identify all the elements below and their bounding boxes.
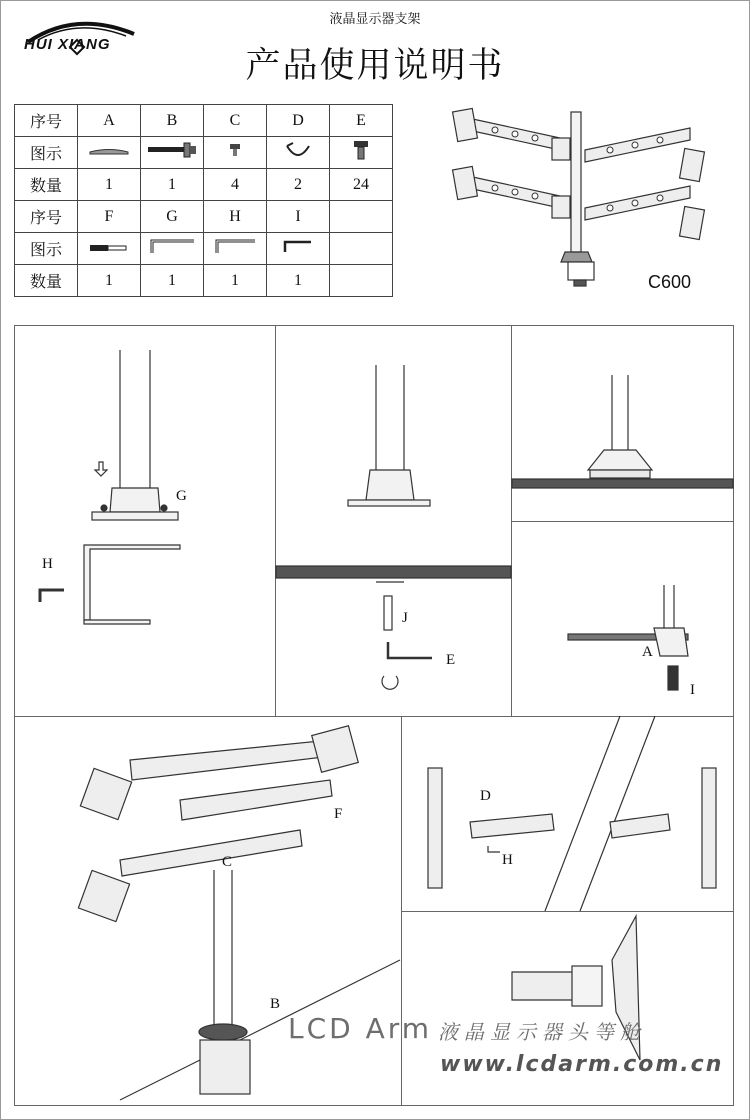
index-header-2: 序号 (15, 201, 78, 233)
figure-header-2: 图示 (15, 233, 78, 265)
part-id-f: F (78, 201, 141, 233)
step-5-label-b: B (270, 996, 281, 1012)
brand-name: HUI XIANG (24, 36, 111, 53)
doc-subtitle: 液晶显示器支架 (329, 12, 421, 27)
part-id-a: A (78, 105, 141, 137)
part-qty-h: 1 (204, 265, 267, 297)
part-id-b: B (141, 105, 204, 137)
step-5-label-f: F (334, 806, 343, 822)
step-4-label-i: I (690, 682, 695, 698)
step-6-label-d: D (480, 788, 491, 804)
step-1-label-g: G (176, 488, 187, 504)
part-qty-a: 1 (78, 169, 141, 201)
part-qty-e: 24 (330, 169, 393, 201)
step-4-label-a: A (642, 644, 653, 660)
step-5-label-c: C (222, 854, 233, 870)
part-qty-c: 4 (204, 169, 267, 201)
part-id-i: I (267, 201, 330, 233)
part-qty-i: 1 (267, 265, 330, 297)
part-id-d: D (267, 105, 330, 137)
part-qty-f: 1 (78, 265, 141, 297)
step-6-label-h: H (502, 852, 513, 868)
quantity-header: 数量 (15, 169, 78, 201)
step-2-label-e: E (446, 652, 456, 668)
step-1-label-h: H (42, 556, 53, 572)
figure-header: 图示 (15, 137, 78, 169)
step-2-label-j: J (402, 610, 408, 626)
part-qty-b: 1 (141, 169, 204, 201)
watermark-url: www.lcdarm.com.cn (440, 1052, 724, 1077)
part-id-e: E (330, 105, 393, 137)
part-qty-g: 1 (141, 265, 204, 297)
part-qty-d: 2 (267, 169, 330, 201)
part-id-c: C (204, 105, 267, 137)
model-number: C600 (648, 272, 692, 292)
part-id-g: G (141, 201, 204, 233)
quantity-header-2: 数量 (15, 265, 78, 297)
watermark-brand: LCD Arm (288, 1012, 433, 1045)
part-id-h: H (204, 201, 267, 233)
doc-title: 产品使用说明书 (245, 46, 505, 86)
watermark-slogan: 液晶显示器头等舱 (438, 1020, 646, 1044)
index-header: 序号 (15, 105, 78, 137)
